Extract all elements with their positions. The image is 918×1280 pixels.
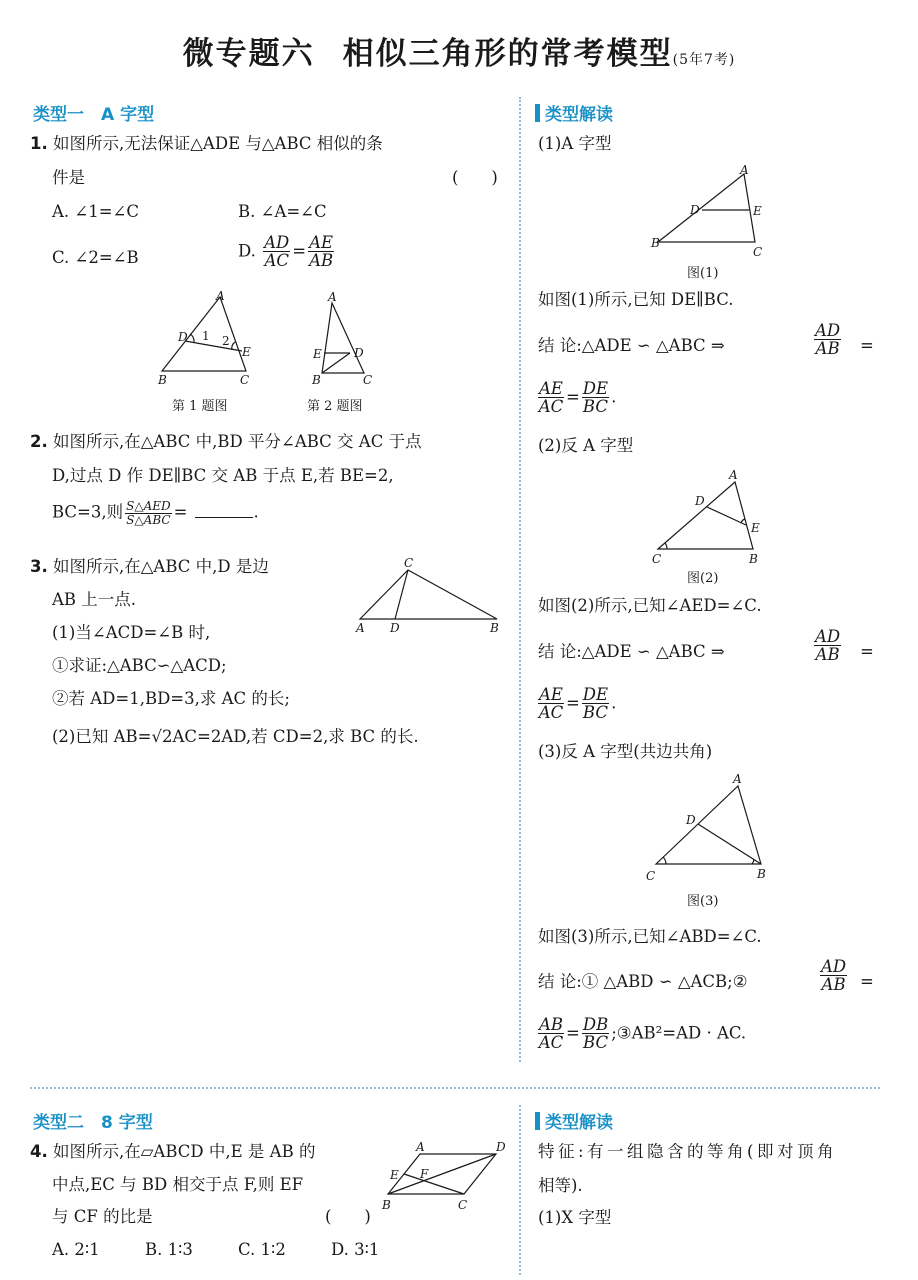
svg-text:2: 2 [222, 334, 230, 348]
figure-q2 [305, 288, 385, 388]
fig-2-segment-de [707, 507, 746, 525]
figure-2 [645, 467, 770, 567]
svg-text:B: B [757, 867, 766, 881]
q3-number: 3. [30, 557, 48, 576]
panel-header-2 [535, 1108, 613, 1133]
svg-text:D: D [178, 330, 188, 344]
header-bar-1 [535, 104, 540, 122]
fig-q2-triangle [322, 303, 364, 373]
fig-3-angle-b [752, 859, 754, 864]
q4-line1 [30, 1142, 315, 1163]
svg-text:A: A [328, 290, 337, 304]
s3-title: (3)反 A 字型(共边共角) [538, 742, 713, 761]
fig-1-triangle [658, 174, 755, 242]
svg-text:D: D [686, 813, 696, 827]
q1-option-d-label: D. [238, 241, 256, 261]
svg-text:E: E [751, 521, 760, 535]
s1-given: 如图(1)所示,已知 DE∥BC. [538, 290, 734, 309]
fig-q2-segment-bd [322, 353, 350, 373]
svg-text:C: C [646, 869, 656, 883]
svg-text:A: A [729, 468, 738, 482]
svg-text:D: D [354, 346, 364, 360]
s2-title: (2)反 A 字型 [538, 436, 634, 455]
q1-text1: 如图所示,无法保证△ADE 与△ABC 相似的条 [53, 134, 383, 153]
svg-text:A: A [733, 772, 742, 786]
s1-frac-ad-ab: $\frac{AD}{AB}$ [815, 321, 841, 359]
s3-frac-ad-ab: $\frac{AD}{AB}$ [821, 957, 847, 995]
svg-text:E: E [390, 1168, 399, 1182]
fig-2-angle-c [665, 543, 667, 549]
fig-3-caption: 图(3) [687, 894, 719, 909]
s2-eq-1: = [860, 642, 874, 661]
q4-number: 4. [30, 1142, 48, 1161]
fig-2-angle-e [741, 519, 745, 523]
fig-q3-triangle [360, 570, 497, 619]
svg-text:1: 1 [202, 329, 210, 343]
s1-title: (1)A 字型 [538, 134, 612, 153]
fig-3-angle-c [663, 857, 666, 864]
s1-eq-1: = [860, 336, 874, 355]
s1-conclusion: 结 论:△ADE ∽ △ABC ⇒ [538, 336, 725, 355]
s3-eq-1: = [860, 972, 874, 991]
svg-text:F: F [420, 1167, 429, 1181]
svg-text:C: C [363, 373, 373, 387]
s2-given: 如图(2)所示,已知∠AED=∠C. [538, 596, 762, 615]
s2-frac-ad-ab: $\frac{AD}{AB}$ [815, 627, 841, 665]
q3-text5: ②若 AD=1,BD=3,求 AC 的长; [52, 689, 290, 708]
header-bar-2 [535, 1112, 540, 1130]
svg-text:A: A [356, 621, 365, 635]
q4-text2: 中点,EC 与 BD 相交于点 F,则 EF [52, 1175, 304, 1194]
q1-option-d [238, 234, 336, 270]
q3-text3: (1)当∠ACD=∠B 时, [52, 623, 211, 642]
svg-text:C: C [458, 1198, 468, 1212]
s2-conclusion: 结 论:△ADE ∽ △ABC ⇒ [538, 642, 725, 661]
panel-header-1 [535, 100, 613, 125]
q1-option-d-eq: = [292, 241, 307, 261]
svg-text:B: B [382, 1198, 391, 1212]
feature-line2: 相等). [538, 1176, 583, 1195]
figure-q1 [150, 288, 260, 388]
q1-option-d-frac1: $\frac{AD}{AC}$ [264, 233, 290, 271]
q2-number: 2. [30, 432, 48, 451]
q1-answer-paren: ( ) [452, 168, 498, 187]
q3-text2: AB 上一点. [52, 590, 137, 609]
q2-line3: BC=3,则 $\frac{\text{S△AED}}{\text{S△ABC}}$ = . [52, 499, 259, 527]
q4-text1: 如图所示,在▱ABCD 中,E 是 AB 的 [53, 1142, 316, 1161]
fig-3-triangle [656, 786, 761, 864]
title-main: 微专题六 [182, 36, 315, 72]
svg-text:B: B [312, 373, 321, 387]
svg-text:B: B [749, 552, 758, 566]
q3-line1 [30, 557, 269, 578]
s3-conclusion: 结 论:① △ABD ∽ △ACB;② [538, 972, 748, 991]
svg-text:B: B [158, 373, 167, 387]
svg-text:B: B [490, 621, 499, 635]
q3-text6: (2)已知 AB=√2AC=2AD,若 CD=2,求 BC 的长. [52, 727, 419, 746]
feature-line1: 特征:有一组隐含的等角(即对顶角 [538, 1142, 837, 1161]
svg-text:A: A [216, 289, 225, 303]
svg-text:A: A [740, 163, 749, 177]
svg-text:C: C [753, 245, 763, 259]
q2-area-ratio: $\frac{\text{S△AED}}{\text{S△ABC}}$ [126, 499, 171, 527]
s3-frac-line2: $\frac{AB}{AC}$ = $\frac{DB}{BC}$ ;③AB²=AD · AC. [538, 1015, 747, 1053]
q3-text4: ①求证:△ABC∽△ACD; [52, 656, 227, 675]
svg-text:C: C [404, 556, 414, 570]
q4-option-b: B. 1∶3 [145, 1240, 193, 1259]
s2-frac-line2: $\frac{AE}{AC}$ = $\frac{DE}{BC}$ . [538, 685, 617, 723]
svg-text:E: E [753, 204, 762, 218]
q2-line1 [30, 432, 422, 453]
q2-answer-blank[interactable] [195, 517, 253, 518]
column-divider [519, 97, 521, 1062]
svg-text:D: D [390, 621, 400, 635]
figure-3 [640, 770, 775, 885]
title-subtitle: 相似三角形的常考模型 [342, 36, 673, 72]
q3-text1: 如图所示,在△ABC 中,D 是边 [53, 557, 269, 576]
q1-text2: 件是 [52, 168, 85, 187]
q4-option-d: D. 3∶1 [331, 1240, 380, 1259]
svg-text:A: A [416, 1140, 425, 1154]
column-divider-2 [519, 1105, 521, 1275]
fig-q2-caption: 第 2 题图 [307, 399, 363, 414]
fig-2-caption: 图(2) [687, 571, 719, 586]
fig-1-caption: 图(1) [687, 266, 719, 281]
section-title-type2: 类型二 8 字型 [33, 1113, 153, 1133]
figure-q3 [352, 553, 504, 635]
fig-q1-segment-de [185, 341, 242, 351]
panel-header-2-text: 类型解读 [545, 1113, 613, 1133]
exam-count: (5年7考) [672, 52, 736, 68]
q1-option-a: A. ∠1=∠C [52, 202, 140, 221]
q1-option-d-frac2: $\frac{AE}{AB}$ [309, 233, 334, 271]
svg-text:E: E [242, 345, 251, 359]
s3-given: 如图(3)所示,已知∠ABD=∠C. [538, 927, 762, 946]
fig-2-triangle [658, 482, 753, 549]
figure-q4 [378, 1138, 508, 1218]
svg-text:D: D [695, 494, 705, 508]
s1-frac-line2: $\frac{AE}{AC}$ = $\frac{DE}{BC}$ . [538, 379, 617, 417]
q2-text2: D,过点 D 作 DE∥BC 交 AB 于点 E,若 BE=2, [52, 466, 394, 485]
q1-option-b: B. ∠A=∠C [238, 202, 327, 221]
svg-text:C: C [652, 552, 662, 566]
q1-option-c: C. ∠2=∠B [52, 248, 139, 267]
panel-header-1-text: 类型解读 [545, 105, 613, 125]
q4-text3: 与 CF 的比是 [52, 1207, 153, 1226]
x-shape-title: (1)X 字型 [538, 1208, 612, 1227]
q2-text3: BC=3,则 [52, 502, 124, 522]
svg-text:D: D [496, 1140, 506, 1154]
fig-q1-angle-2 [232, 342, 235, 350]
section-divider [30, 1087, 880, 1089]
s3-tail: ;③AB²=AD · AC. [611, 1023, 747, 1043]
svg-text:E: E [313, 347, 322, 361]
q4-option-a: A. 2∶1 [52, 1240, 100, 1259]
svg-text:B: B [651, 236, 660, 250]
page-title [0, 28, 918, 73]
figure-1 [648, 163, 768, 263]
q4-answer-paren: ( ) [325, 1207, 371, 1226]
q1-number: 1. [30, 134, 48, 153]
svg-text:C: C [240, 373, 250, 387]
section-title-type1: 类型一 A 字型 [33, 105, 155, 125]
q2-eq: = [173, 502, 188, 522]
svg-text:D: D [690, 203, 700, 217]
fig-q1-caption: 第 1 题图 [172, 399, 228, 414]
q4-option-c: C. 1∶2 [238, 1240, 286, 1259]
q1-line1 [30, 134, 383, 155]
q2-text1: 如图所示,在△ABC 中,BD 平分∠ABC 交 AC 于点 [53, 432, 422, 451]
